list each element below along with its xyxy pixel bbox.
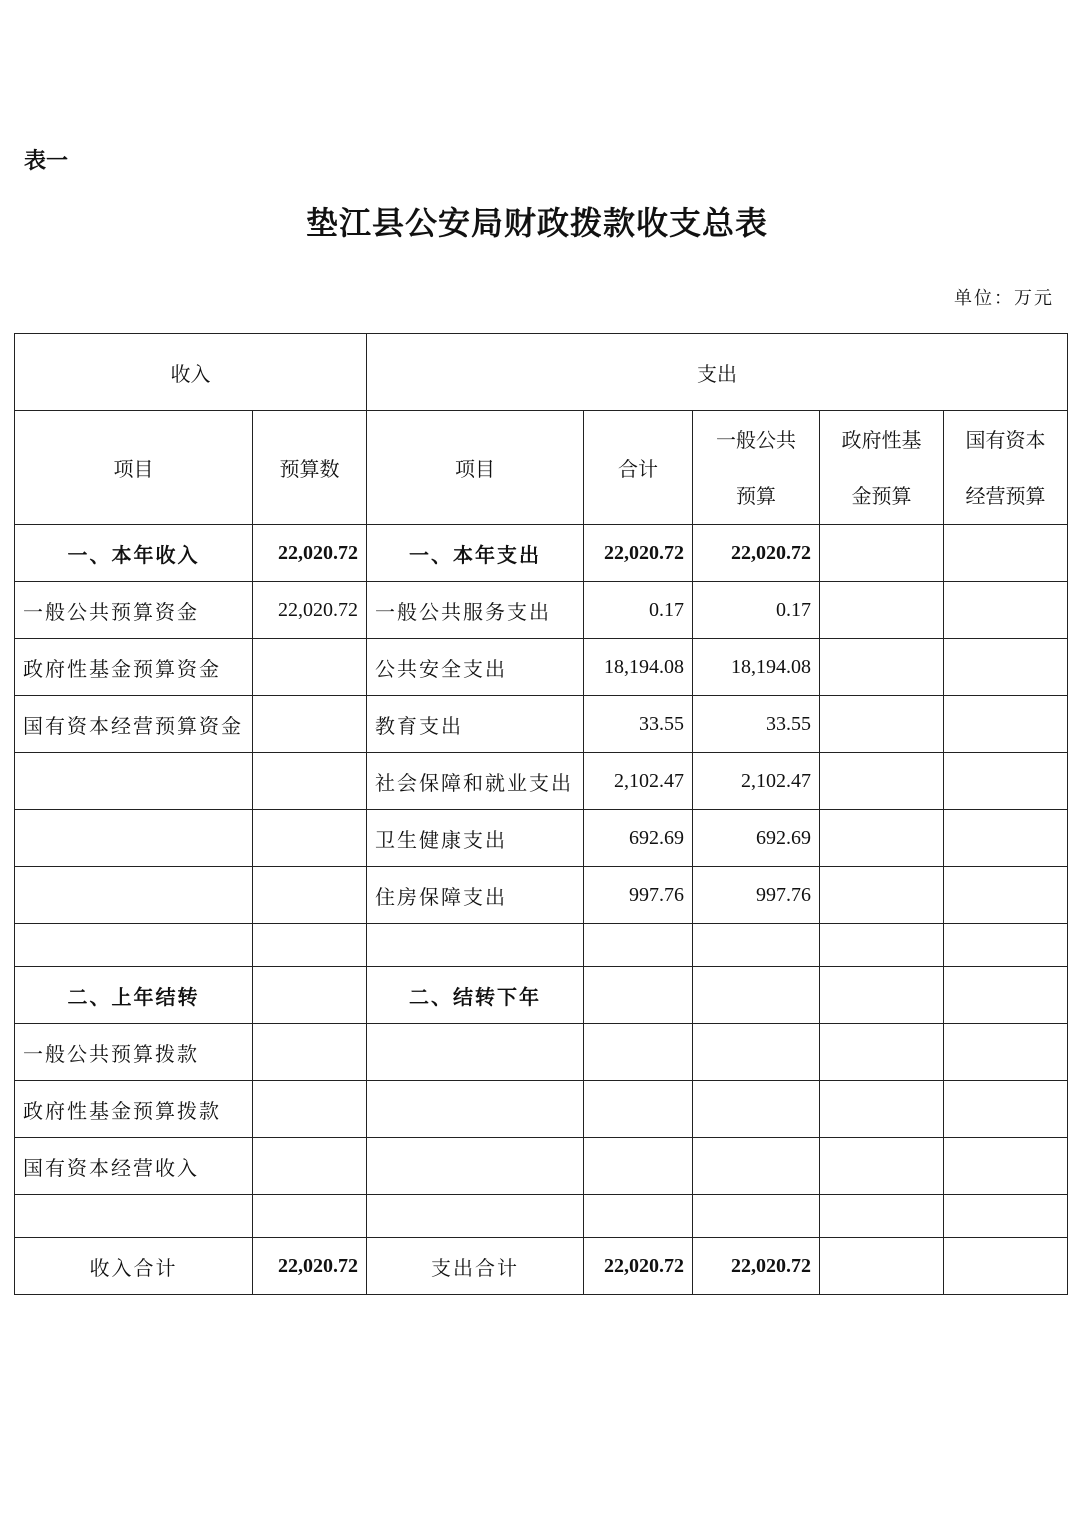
general-budget-cell: 692.69	[693, 810, 820, 867]
state-capital-cell	[944, 582, 1068, 639]
expense-total-amount: 22,020.72	[584, 1238, 693, 1295]
general-budget-header-line1: 一般公共	[716, 427, 796, 452]
expense-item-cell	[367, 1081, 584, 1138]
income-amount-cell	[253, 867, 367, 924]
expense-item-cell	[367, 1024, 584, 1081]
income-item-cell: 国有资本经营收入	[15, 1138, 253, 1195]
state-capital-total	[944, 1238, 1068, 1295]
income-amount-cell	[253, 696, 367, 753]
state-capital-header-line1: 国有资本	[965, 427, 1046, 452]
gov-fund-cell	[820, 696, 944, 753]
gov-fund-cell	[820, 867, 944, 924]
expense-total-label: 支出合计	[367, 1238, 584, 1295]
state-capital-cell	[944, 639, 1068, 696]
total-cell: 2,102.47	[584, 753, 693, 810]
expense-item-cell: 卫生健康支出	[367, 810, 584, 867]
total-cell: 692.69	[584, 810, 693, 867]
general-budget-cell	[693, 1195, 820, 1238]
table-row	[15, 753, 1068, 810]
income-item-cell: 二、上年结转	[15, 967, 253, 1024]
expense-item-cell: 二、结转下年	[367, 967, 584, 1024]
header-row-group	[15, 334, 1068, 411]
general-budget-cell: 33.55	[693, 696, 820, 753]
state-capital-cell	[944, 525, 1068, 582]
table-row	[15, 1024, 1068, 1081]
income-amount-cell	[253, 1081, 367, 1138]
expense-item-cell: 社会保障和就业支出	[367, 753, 584, 810]
budget-amount-header: 预算数	[253, 411, 367, 525]
gov-fund-cell	[820, 1081, 944, 1138]
state-capital-cell	[944, 696, 1068, 753]
general-budget-total: 22,020.72	[693, 1238, 820, 1295]
gov-fund-cell	[820, 967, 944, 1024]
total-cell	[584, 1081, 693, 1138]
general-budget-cell: 997.76	[693, 867, 820, 924]
state-capital-cell	[944, 1081, 1068, 1138]
state-capital-cell	[944, 924, 1068, 967]
expense-item-cell: 教育支出	[367, 696, 584, 753]
income-amount-cell	[253, 639, 367, 696]
income-amount-cell	[253, 1195, 367, 1238]
table-row	[15, 810, 1068, 867]
general-budget-cell	[693, 924, 820, 967]
total-cell: 18,194.08	[584, 639, 693, 696]
table-row	[15, 924, 1068, 967]
state-capital-cell	[944, 1138, 1068, 1195]
expense-item-header: 项目	[367, 411, 584, 525]
total-cell: 0.17	[584, 582, 693, 639]
table-label: 表一	[24, 148, 69, 174]
total-cell	[584, 967, 693, 1024]
expense-item-cell	[367, 924, 584, 967]
income-item-cell: 一般公共预算拨款	[15, 1024, 253, 1081]
table-row	[15, 639, 1068, 696]
budget-table	[14, 333, 1068, 1295]
state-capital-header-line2: 经营预算	[965, 483, 1046, 508]
page-title: 垫江县公安局财政拨款收支总表	[305, 204, 768, 242]
gov-fund-cell	[820, 582, 944, 639]
total-cell	[584, 1195, 693, 1238]
general-budget-header	[693, 411, 820, 525]
gov-fund-header-line1: 政府性基	[841, 427, 922, 452]
expense-item-cell	[367, 1138, 584, 1195]
total-cell: 22,020.72	[584, 525, 693, 582]
state-capital-cell	[944, 967, 1068, 1024]
income-amount-cell	[253, 924, 367, 967]
general-budget-cell: 2,102.47	[693, 753, 820, 810]
general-budget-header-line2: 预算	[736, 483, 776, 508]
table-row	[15, 1138, 1068, 1195]
table-row	[15, 1195, 1068, 1238]
expense-header: 支出	[367, 334, 1068, 411]
table-row	[15, 582, 1068, 639]
gov-fund-cell	[820, 639, 944, 696]
income-item-cell: 一、本年收入	[15, 525, 253, 582]
income-item-cell: 政府性基金预算拨款	[15, 1081, 253, 1138]
expense-item-cell	[367, 1195, 584, 1238]
general-budget-cell: 22,020.72	[693, 525, 820, 582]
general-budget-cell	[693, 1138, 820, 1195]
state-capital-cell	[944, 1195, 1068, 1238]
expense-item-cell: 一般公共服务支出	[367, 582, 584, 639]
income-item-cell: 政府性基金预算资金	[15, 639, 253, 696]
income-item-cell	[15, 810, 253, 867]
gov-fund-cell	[820, 810, 944, 867]
gov-fund-header-line2: 金预算	[851, 483, 912, 508]
state-capital-cell	[944, 1024, 1068, 1081]
gov-fund-cell	[820, 525, 944, 582]
expense-item-cell: 一、本年支出	[367, 525, 584, 582]
income-amount-cell	[253, 1138, 367, 1195]
income-item-cell	[15, 867, 253, 924]
general-budget-cell	[693, 1081, 820, 1138]
state-capital-header	[944, 411, 1068, 525]
total-cell	[584, 924, 693, 967]
income-amount-cell	[253, 1024, 367, 1081]
gov-fund-cell	[820, 924, 944, 967]
income-amount-cell: 22,020.72	[253, 582, 367, 639]
gov-fund-cell	[820, 753, 944, 810]
income-item-cell: 国有资本经营预算资金	[15, 696, 253, 753]
state-capital-cell	[944, 810, 1068, 867]
state-capital-cell	[944, 753, 1068, 810]
income-header: 收入	[15, 334, 367, 411]
gov-fund-header	[820, 411, 944, 525]
income-item-cell	[15, 924, 253, 967]
general-budget-cell	[693, 967, 820, 1024]
income-item-header: 项目	[15, 411, 253, 525]
income-amount-cell	[253, 967, 367, 1024]
gov-fund-cell	[820, 1138, 944, 1195]
income-item-cell	[15, 1195, 253, 1238]
total-cell: 33.55	[584, 696, 693, 753]
header-row-columns	[15, 411, 1068, 525]
total-cell	[584, 1138, 693, 1195]
unit-label: 单位：万元	[954, 288, 1054, 309]
total-cell: 997.76	[584, 867, 693, 924]
gov-fund-cell	[820, 1195, 944, 1238]
table-row	[15, 696, 1068, 753]
table-row	[15, 1081, 1068, 1138]
income-amount-cell: 22,020.72	[253, 525, 367, 582]
table-row	[15, 525, 1068, 582]
state-capital-cell	[944, 867, 1068, 924]
table-row	[15, 867, 1068, 924]
income-total-label: 收入合计	[15, 1238, 253, 1295]
income-item-cell: 一般公共预算资金	[15, 582, 253, 639]
gov-fund-total	[820, 1238, 944, 1295]
total-cell	[584, 1024, 693, 1081]
general-budget-cell: 18,194.08	[693, 639, 820, 696]
total-header: 合计	[584, 411, 693, 525]
general-budget-cell: 0.17	[693, 582, 820, 639]
table-row	[15, 967, 1068, 1024]
gov-fund-cell	[820, 1024, 944, 1081]
table-total-row	[15, 1238, 1068, 1295]
expense-item-cell: 住房保障支出	[367, 867, 584, 924]
income-item-cell	[15, 753, 253, 810]
general-budget-cell	[693, 1024, 820, 1081]
income-total-amount: 22,020.72	[253, 1238, 367, 1295]
income-amount-cell	[253, 810, 367, 867]
expense-item-cell: 公共安全支出	[367, 639, 584, 696]
income-amount-cell	[253, 753, 367, 810]
